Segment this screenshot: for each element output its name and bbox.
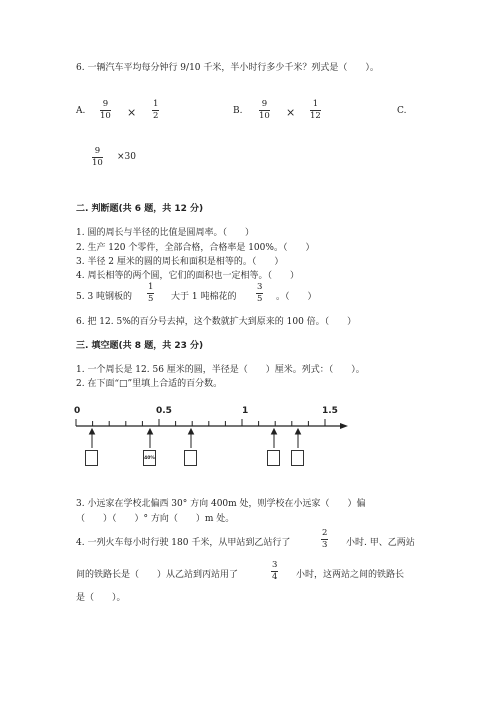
section2-item-5-fraction-2: 3 5	[257, 282, 263, 304]
q6-option-b-fraction-2: 1 12	[310, 99, 321, 121]
section2-item-5-text-c: 。（ ）	[276, 292, 317, 302]
answer-box-filled: 40%	[143, 450, 156, 466]
section3-q4-text-d: 小时，这两站之间的铁路长	[296, 570, 405, 580]
answer-box-2[interactable]	[184, 450, 197, 466]
section2-item-3: 3. 半径 2 厘米的圆的周长和面积是相等的。（ ）	[76, 257, 284, 267]
q6-option-c-tail: ×30	[117, 152, 136, 162]
section2-item-5-text-a: 5. 3 吨钢板的	[76, 292, 133, 302]
section2-item-5-fraction-1: 1 5	[148, 282, 154, 304]
section2-item-2: 2. 生产 120 个零件，全部合格，合格率是 100%。（ ）	[76, 243, 315, 253]
section2-item-1: 1. 圆的周长与半径的比值是圆周率。（ ）	[76, 228, 254, 238]
number-line-label-1: 1	[242, 406, 249, 416]
answer-box-4[interactable]	[291, 450, 304, 466]
section3-title: 三. 填空题(共 8 题，共 23 分)	[76, 341, 204, 351]
q6-option-c-label: C.	[397, 106, 407, 116]
section2-item-6: 6. 把 12. 5%的百分号去掉，这个数就扩大到原来的 100 倍。（ ）	[76, 317, 357, 327]
answer-box-3[interactable]	[267, 450, 280, 466]
q6-option-b-fraction-1: 9 10	[259, 99, 270, 121]
section3-q4-text-e: 是（ ）。	[76, 593, 126, 603]
up-arrow-icon	[148, 429, 153, 434]
q6-option-a-label: A.	[76, 106, 86, 116]
q6-option-c-fraction: 9 10	[92, 146, 103, 168]
section2-item-4: 4. 周长相等的两个圆，它们的面积也一定相等。（ ）	[76, 271, 299, 281]
section2-title: 二. 判断题(共 6 题，共 12 分)	[76, 204, 204, 214]
q6-option-a-fraction-2: 1 2	[153, 99, 159, 121]
section3-q3-line1: 3. 小远家在学校北偏西 30° 方向 400m 处，则学校在小远家（ ）偏	[76, 499, 366, 509]
up-arrow-icon	[296, 429, 301, 434]
section3-q4-text-c: 间的铁路长是（ ）从乙站到丙站用了	[76, 570, 239, 580]
number-line-label-1.5: 1.5	[322, 406, 338, 416]
up-arrow-icon	[272, 429, 277, 434]
q6-stem: 6. 一辆汽车平均每分钟行 9/10 千米，半小时行多少千米？列式是（ ）。	[76, 63, 379, 73]
up-arrow-icon	[90, 429, 95, 434]
number-line-pointers	[70, 428, 352, 450]
q6-option-b-label: B.	[233, 106, 243, 116]
answer-box-1[interactable]	[85, 450, 98, 466]
section3-q2: 2. 在下面“□”里填上合适的百分数。	[76, 379, 223, 389]
section3-q4-text-a: 4. 一列火车每小时行驶 180 千米，从甲站到乙站行了	[76, 538, 291, 548]
number-line-label-0.5: 0.5	[156, 406, 172, 416]
section3-q4-text-b: 小时. 甲、乙两站	[346, 538, 415, 548]
q6-option-b-operator: ×	[286, 106, 296, 119]
section3-q4-fraction-2: 3 4	[272, 560, 278, 582]
section3-q1: 1. 一个周长是 12. 56 厘米的圆，半径是（ ）厘米。列式：（ ）。	[76, 365, 365, 375]
up-arrow-icon	[189, 429, 194, 434]
section2-item-5-text-b: 大于 1 吨棉花的	[171, 292, 237, 302]
number-line-label-0: 0	[74, 406, 81, 416]
q6-option-a-fraction-1: 9 10	[100, 99, 111, 121]
section3-q3-line2: （ ）（ ）° 方向（ ）m 处。	[76, 514, 235, 524]
q6-option-a-operator: ×	[127, 106, 137, 119]
section3-q4-fraction-1: 2 3	[322, 528, 328, 550]
